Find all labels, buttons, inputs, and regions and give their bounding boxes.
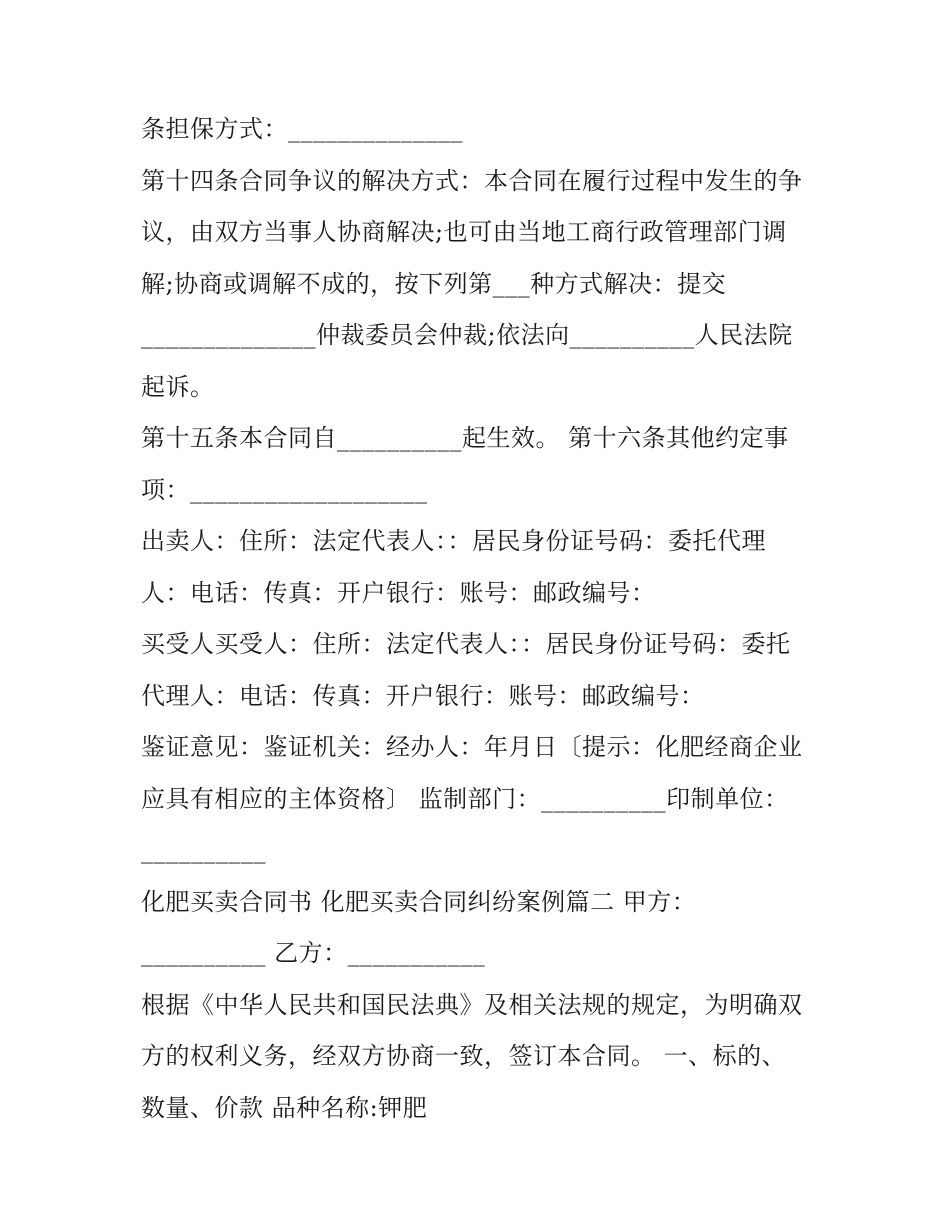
text-line-article-15: 第十五条本合同自__________起生效。 第十六条其他约定事 — [141, 424, 789, 452]
text-line-guarantee-method: 条担保方式：______________ — [141, 115, 463, 143]
text-line: __________ — [141, 836, 266, 864]
text-line: 应具有相应的主体资格〕 监制部门：__________印制单位： — [141, 784, 789, 813]
document-page — [141, 104, 821, 1134]
text-line-preamble: 根据《中华人民共和国民法典》及相关法规的规定，为明确双 — [141, 990, 803, 1019]
text-line-attestation: 鉴证意见：鉴证机关：经办人：年月日〔提示：化肥经商企业 — [141, 733, 803, 761]
text-line: ______________仲裁委员会仲裁;依法向__________人民法院 — [141, 321, 793, 349]
text-line: 项：___________________ — [141, 475, 428, 504]
text-line: 起诉。 — [141, 372, 215, 401]
text-line-buyer: 买受人买受人：住所：法定代表人：：居民身份证号码：委托 — [141, 630, 791, 658]
text-line: 人：电话：传真：开户银行：账号：邮政编号： — [141, 578, 656, 607]
text-line-seller: 出卖人：住所：法定代表人：：居民身份证号码：委托代理 — [141, 527, 766, 555]
text-line: 代理人：电话：传真：开户银行：账号：邮政编号： — [141, 681, 705, 710]
text-line-contract-title: 化肥买卖合同书 化肥买卖合同纠纷案例篇二 甲方： — [141, 887, 697, 916]
text-line: 解;协商或调解不成的，按下列第___种方式解决：提交 — [141, 269, 727, 298]
text-line-product-name: 数量、价款 品种名称:钾肥 — [141, 1093, 428, 1122]
text-line-parties: __________ 乙方：___________ — [141, 939, 486, 967]
text-line: 议，由双方当事人协商解决;也可由当地工商行政管理部门调 — [141, 218, 787, 246]
text-line-article-14: 第十四条合同争议的解决方式：本合同在履行过程中发生的争 — [141, 166, 803, 195]
text-line: 方的权利义务，经双方协商一致，签订本合同。 一、标的、 — [141, 1042, 787, 1070]
